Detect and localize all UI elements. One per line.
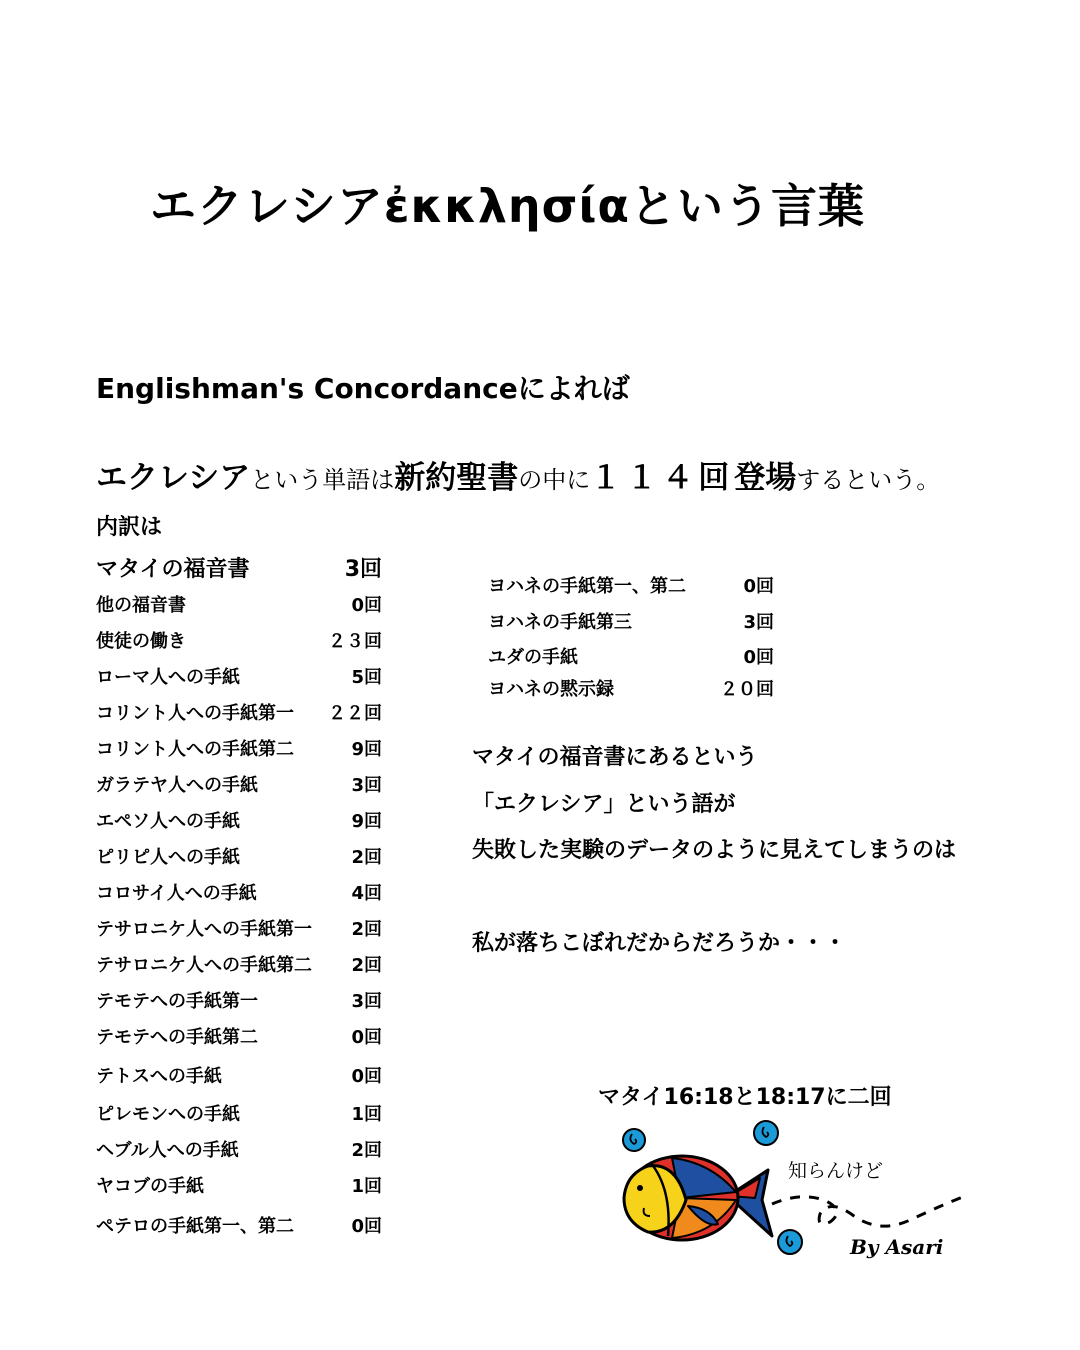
signature: By Asari <box>850 1235 944 1259</box>
book-count: 0回 <box>351 1216 382 1237</box>
dashed-trail <box>772 1196 965 1226</box>
book-name: エペソ人への手紙 <box>96 811 240 832</box>
book-count: 2回 <box>351 955 382 976</box>
book-name: テトスへの手紙 <box>96 1066 222 1087</box>
shiran-kedo-text: 知らんけど <box>788 1160 884 1182</box>
lead-text-1: という単語は <box>250 466 395 494</box>
book-name: ピレモンへの手紙 <box>96 1104 240 1125</box>
verse-note: マタイ16:18と18:17に二回 <box>598 1085 892 1110</box>
book-name: コリント人への手紙第一 <box>96 703 294 724</box>
book-name: 他の福音書 <box>96 595 186 616</box>
book-count: 2回 <box>351 1140 382 1161</box>
book-count: 2回 <box>351 847 382 868</box>
book-name: ガラテヤ人への手紙 <box>96 775 258 796</box>
lead-verb: 登場 <box>734 460 797 496</box>
book-name: ペテロの手紙第一、第二 <box>96 1216 294 1237</box>
book-name: テモテへの手紙第二 <box>96 1027 258 1048</box>
book-count: 0回 <box>743 576 774 597</box>
comment-line-3: 失敗した実験のデータのように見えてしまうのは <box>472 838 957 863</box>
book-name: ローマ人への手紙 <box>96 667 240 688</box>
lead-text-3: するという。 <box>796 466 941 494</box>
lead-sentence <box>96 452 940 497</box>
book-count: 2回 <box>351 919 382 940</box>
book-name: テモテへの手紙第一 <box>96 991 258 1012</box>
bubble-icon <box>754 1121 778 1145</box>
comment-line-1: マタイの福音書にあるという <box>472 745 758 770</box>
fish-illustration <box>610 1118 970 1263</box>
book-count: ２０回 <box>720 679 774 700</box>
book-name: ヨハネの黙示録 <box>488 679 614 700</box>
lead-text-2: の中に <box>518 466 591 494</box>
book-count: 3回 <box>351 991 382 1012</box>
lead-word: エクレシア <box>96 460 251 496</box>
book-count: 5回 <box>351 667 382 688</box>
book-count: ２３回 <box>328 631 382 652</box>
book-count: 0回 <box>351 595 382 616</box>
book-count: 3回 <box>344 557 382 582</box>
book-count: 9回 <box>351 739 382 760</box>
book-name: ユダの手紙 <box>488 647 578 668</box>
book-name: ピリピ人への手紙 <box>96 847 240 868</box>
book-name: テサロニケ人への手紙第一 <box>96 919 312 940</box>
book-name: ヨハネの手紙第一、第二 <box>488 576 686 597</box>
book-count: ２２回 <box>328 703 382 724</box>
bubble-icon <box>623 1129 645 1151</box>
book-count: 0回 <box>743 647 774 668</box>
book-name: ヨハネの手紙第三 <box>488 612 632 633</box>
comment-line-2: 「エクレシア」という語が <box>472 792 736 817</box>
book-count: 1回 <box>351 1104 382 1125</box>
book-name: コロサイ人への手紙 <box>96 883 257 904</box>
book-name: テサロニケ人への手紙第二 <box>96 955 312 976</box>
book-name: コリント人への手紙第二 <box>96 739 294 760</box>
book-name: ヘブル人への手紙 <box>96 1140 239 1161</box>
book-count: 0回 <box>351 1027 382 1048</box>
book-count: 1回 <box>351 1176 382 1197</box>
book-count: 9回 <box>351 811 382 832</box>
book-name: 使徒の働き <box>96 631 186 652</box>
bubble-icon <box>778 1230 802 1254</box>
book-count: 3回 <box>351 775 382 796</box>
lead-nt: 新約聖書 <box>394 460 519 496</box>
book-count: 0回 <box>351 1066 382 1087</box>
book-name: ヤコブの手紙 <box>96 1176 204 1197</box>
fish-icon <box>624 1156 772 1240</box>
source-line: Englishman's Concordanceによれば <box>96 372 630 405</box>
page-title: エクレシアἐκκλησίαという言葉 <box>150 179 866 233</box>
book-count: 3回 <box>743 612 774 633</box>
book-count: 4回 <box>351 883 382 904</box>
comment-line-4: 私が落ちこぼれだからだろうか・・・ <box>472 931 847 956</box>
lead-count: １１４回 <box>590 460 735 496</box>
book-name: マタイの福音書 <box>96 557 250 582</box>
breakdown-label: 内訳は <box>96 515 163 540</box>
